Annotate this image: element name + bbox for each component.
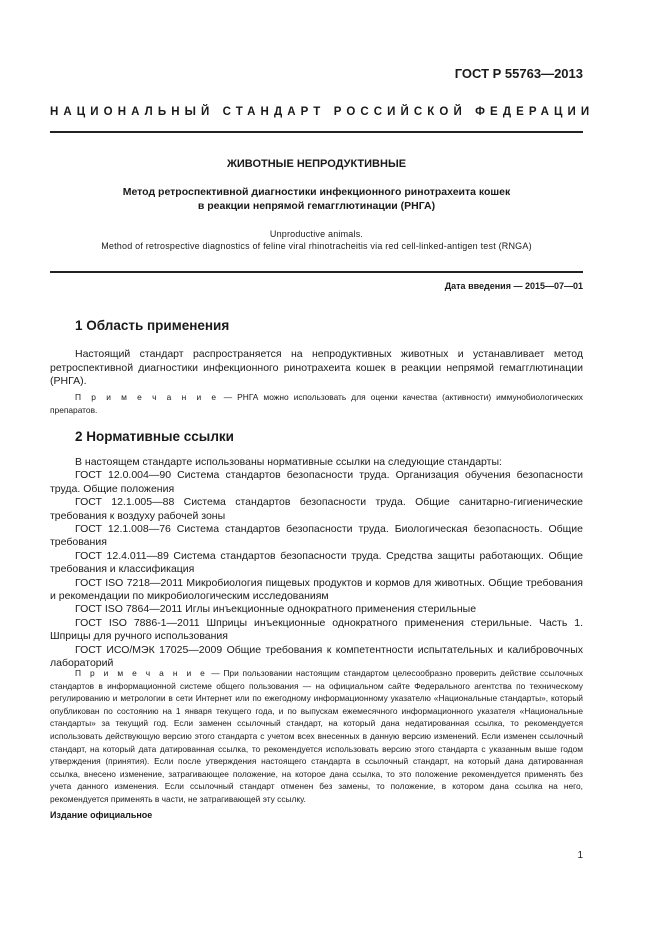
section-1-note (50, 391, 583, 416)
edition-label: Издание официальное (50, 810, 153, 820)
note-label: П р и м е ч а н и е (75, 668, 208, 678)
national-standard-banner: НАЦИОНАЛЬНЫЙ СТАНДАРТ РОССИЙСКОЙ ФЕДЕРАЦИИ (50, 106, 595, 118)
reference-item: ГОСТ 12.4.011—89 Система стандартов безопасности труда. Средства защиты работающих. Общие требования и классификация (50, 549, 583, 576)
section-2-note (50, 667, 583, 806)
section-2-heading: 2 Нормативные ссылки (75, 429, 234, 444)
reference-item: ГОСТ ISO 7864—2011 Иглы инъекционные однократного применения стерильные (75, 603, 477, 616)
note-label: П р и м е ч а н и е (75, 392, 219, 402)
normative-references-list (50, 456, 583, 671)
header-divider (50, 131, 583, 133)
note-text: — РНГА можно использовать для оценки качества (активности) иммунобиологических препаратов. (50, 392, 583, 415)
document-number: ГОСТ Р 55763—2013 (454, 66, 583, 81)
document-subtitle (50, 185, 583, 213)
reference-item: ГОСТ ISO 7886-1—2011 Шприцы инъекционные однократного применения стерильные. Часть 1. Шприцы для ручного использования (50, 616, 583, 643)
reference-item: ГОСТ 12.1.008—76 Система стандартов безопасности труда. Биологическая безопасность. Общие требования (50, 523, 583, 549)
english-title-line-2: Method of retrospective diagnostics of feline viral rhinotracheitis via red cell-linked-antigen test (RNGA) (101, 241, 532, 251)
page-number: 1 (577, 850, 583, 861)
english-title (50, 228, 583, 252)
subtitle-line-2: в реакции непрямой гемагглютинации (РНГА) (197, 200, 436, 212)
document-title: ЖИВОТНЫЕ НЕПРОДУКТИВНЫЕ (226, 158, 407, 170)
section-1-heading: 1 Область применения (75, 318, 230, 333)
reference-item: ГОСТ ИСО/МЭК 17025—2009 Общие требования к компетентности испытательных и калибровочных лабораторий (50, 643, 583, 670)
reference-item: ГОСТ 12.1.005—88 Система стандартов безопасности труда. Общие санитарно-гигиенические требования к воздуху рабочей зоны (50, 496, 583, 522)
reference-item: ГОСТ 12.0.004—90 Система стандартов безопасности труда. Организация обучения безопасности труда. Общие положения (50, 469, 583, 495)
subtitle-line-1: Метод ретроспективной диагностики инфекционного ринотрахеита кошек (122, 186, 511, 198)
introduction-date: Дата введения — 2015—07—01 (444, 281, 583, 291)
title-divider (50, 271, 583, 273)
reference-item: ГОСТ ISO 7218—2011 Микробиология пищевых продуктов и кормов для животных. Общие требования и рекомендации по микробиологическим исследованиям (50, 576, 583, 603)
section-1-text: Настоящий стандарт распространяется на непродуктивных животных и устанавливает метод ретроспективной диагностики инфекционного ринотрахеита кошек в реакции непрямой гемагглютинации (РНГА). (50, 348, 583, 387)
references-intro: В настоящем стандарте использованы нормативные ссылки на следующие стандарты: (75, 456, 502, 468)
note-text: — При пользовании настоящим стандартом целесообразно проверить действие ссылочных стандартов в информационной системе общего пользования — на официальном сайте Федерального агентства по техническому регулированию и метрологии в сети Интернет или по ежегодному информационному указателю «Национальные стандарты», который опубликован по состоянию на 1 января текущего года, и по выпускам ежемесячного информационного указателя «Национальные стандарты» за текущий год. Если заменен ссылочный стандарт, на который дана недатированная ссылка, то рекомендуется использовать действующую версию этого стандарта с учетом всех внесенных в данную версию изменений. Если изменен ссылочный стандарт, на который дата датированная ссылка, то рекомендуется использовать версию этого стандарта с указанным выше годом утверждения (принятия). Если после утверждения настоящего стандарта в ссылочный стандарт, на который дана датированная ссылка, внесено изменение, затрагивающее положение, на которое дана ссылка, то это положение рекомендуется применять без учета данного изменения. Если ссылочный стандарт отменен без замены, то положение, в котором дана ссылка на него, рекомендуется применять в части, не затрагивающей эту ссылку. (50, 668, 583, 804)
english-title-line-1: Unproductive animals. (269, 229, 364, 239)
